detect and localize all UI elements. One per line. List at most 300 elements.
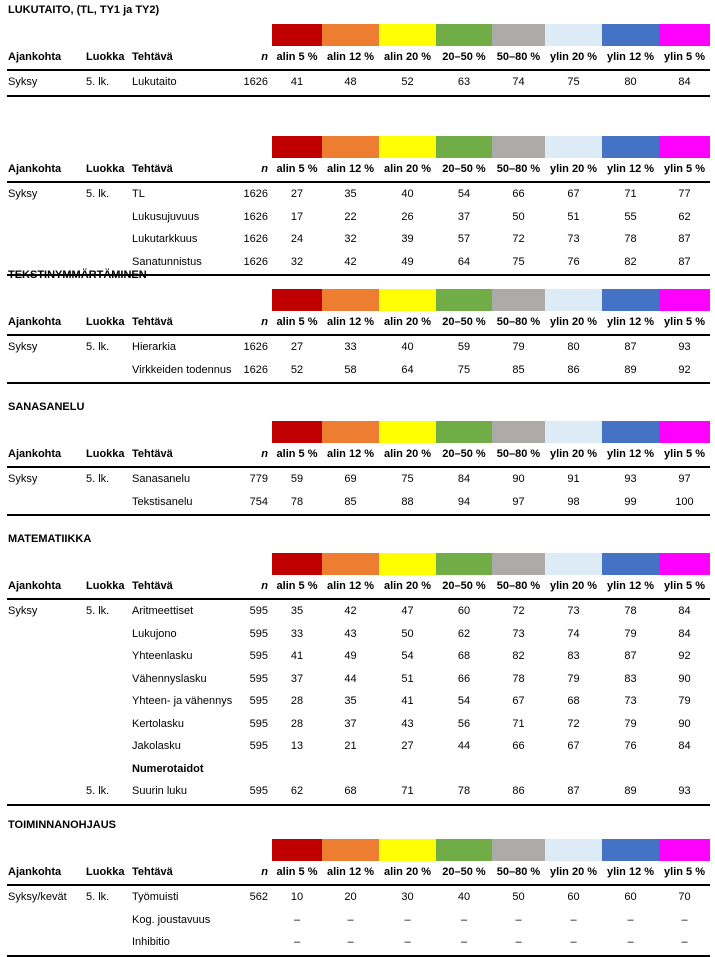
header-band-label: alin 12 % xyxy=(311,158,391,180)
section-table xyxy=(0,116,715,266)
cell-percentile-value: 67 xyxy=(549,735,599,757)
table-header-row xyxy=(0,158,715,180)
cell-percentile-value: 44 xyxy=(326,668,376,690)
cell-percentile-value: 91 xyxy=(549,468,599,490)
color-swatch xyxy=(659,136,710,158)
header-band-label: 20–50 % xyxy=(424,158,504,180)
cell-percentile-value xyxy=(326,758,376,780)
cell-percentile-value: 40 xyxy=(383,336,433,358)
percentile-color-legend xyxy=(0,136,715,158)
cell-percentile-value: 68 xyxy=(326,780,376,802)
cell-percentile-value: 94 xyxy=(439,491,489,513)
header-band-label: 20–50 % xyxy=(424,861,504,883)
header-band-label: alin 20 % xyxy=(368,311,448,333)
cell-percentile-value: 37 xyxy=(326,713,376,735)
cell-percentile-value: – xyxy=(326,931,376,953)
color-swatch xyxy=(602,289,659,311)
color-swatch xyxy=(602,24,659,46)
cell-tehtava: Kog. joustavuus xyxy=(132,909,210,931)
cell-percentile-value: 37 xyxy=(439,206,489,228)
header-band-label: ylin 12 % xyxy=(591,46,671,68)
color-swatch xyxy=(602,421,659,443)
color-swatch xyxy=(492,553,545,575)
cell-percentile-value: 64 xyxy=(439,251,489,273)
cell-tehtava: Yhteen- ja vähennys xyxy=(132,690,232,712)
cell-percentile-value: 82 xyxy=(606,251,656,273)
header-band-label: alin 20 % xyxy=(368,575,448,597)
cell-n: 1626 xyxy=(244,71,268,93)
color-swatch xyxy=(322,136,379,158)
cell-ajankohta: Syksy xyxy=(8,71,37,93)
table-row xyxy=(0,600,715,622)
table-row xyxy=(0,735,715,757)
header-band-label: 50–80 % xyxy=(479,861,559,883)
cell-percentile-value: 62 xyxy=(272,780,322,802)
header-band-label: alin 20 % xyxy=(368,46,448,68)
cell-percentile-value: 27 xyxy=(272,183,322,205)
header-band-label: alin 5 % xyxy=(257,311,337,333)
cell-percentile-value: – xyxy=(660,931,710,953)
cell-percentile-value: 93 xyxy=(660,780,710,802)
cell-percentile-value: 35 xyxy=(326,690,376,712)
cell-percentile-value: 37 xyxy=(272,668,322,690)
header-ajankohta: Ajankohta xyxy=(8,46,61,68)
color-swatch xyxy=(659,24,710,46)
cell-percentile-value: 78 xyxy=(606,228,656,250)
cell-percentile-value xyxy=(272,758,322,780)
cell-percentile-value xyxy=(606,758,656,780)
color-swatch xyxy=(492,839,545,861)
cell-ajankohta: Syksy xyxy=(8,336,37,358)
cell-tehtava: Suurin luku xyxy=(132,780,187,802)
table-row xyxy=(0,71,715,93)
cell-percentile-value: 30 xyxy=(383,886,433,908)
cell-percentile-value: 54 xyxy=(439,183,489,205)
header-n: n xyxy=(261,158,268,180)
header-luokka: Luokka xyxy=(86,443,125,465)
cell-percentile-value: 92 xyxy=(660,645,710,667)
color-swatch xyxy=(322,839,379,861)
header-tehtava: Tehtävä xyxy=(132,443,173,465)
table-row xyxy=(0,886,715,908)
cell-percentile-value: 43 xyxy=(383,713,433,735)
header-n: n xyxy=(261,443,268,465)
cell-n: 1626 xyxy=(244,183,268,205)
cell-percentile-value: 98 xyxy=(549,491,599,513)
cell-percentile-value: 72 xyxy=(494,228,544,250)
color-swatch xyxy=(436,136,492,158)
table-row xyxy=(0,758,715,780)
percentile-color-legend xyxy=(0,421,715,443)
cell-percentile-value: 80 xyxy=(549,336,599,358)
color-swatch xyxy=(436,24,492,46)
cell-ajankohta: Syksy xyxy=(8,183,37,205)
cell-percentile-value xyxy=(660,758,710,780)
cell-percentile-value: 92 xyxy=(660,359,710,381)
section-table xyxy=(0,401,715,506)
table-row xyxy=(0,359,715,381)
cell-percentile-value: 41 xyxy=(383,690,433,712)
header-band-label: ylin 5 % xyxy=(645,443,715,465)
cell-percentile-value: 79 xyxy=(494,336,544,358)
cell-n: 1626 xyxy=(244,336,268,358)
table-row xyxy=(0,713,715,735)
cell-n: 595 xyxy=(250,713,268,735)
cell-tehtava: Jakolasku xyxy=(132,735,181,757)
cell-percentile-value: – xyxy=(494,909,544,931)
cell-percentile-value: 84 xyxy=(660,735,710,757)
color-swatch xyxy=(545,289,602,311)
cell-tehtava: Lukujono xyxy=(132,623,177,645)
cell-percentile-value: 78 xyxy=(606,600,656,622)
cell-percentile-value: – xyxy=(660,909,710,931)
cell-percentile-value: 87 xyxy=(549,780,599,802)
section-table xyxy=(0,819,715,947)
color-swatch xyxy=(492,289,545,311)
table-row xyxy=(0,645,715,667)
header-band-label: alin 20 % xyxy=(368,861,448,883)
cell-percentile-value: – xyxy=(383,909,433,931)
color-swatch xyxy=(545,24,602,46)
header-band-label: ylin 12 % xyxy=(591,158,671,180)
cell-percentile-value: 49 xyxy=(326,645,376,667)
header-band-label: 20–50 % xyxy=(424,443,504,465)
color-swatch xyxy=(545,553,602,575)
cell-percentile-value xyxy=(549,758,599,780)
cell-percentile-value: 40 xyxy=(383,183,433,205)
header-ajankohta: Ajankohta xyxy=(8,861,61,883)
cell-percentile-value: 62 xyxy=(660,206,710,228)
header-band-label: alin 20 % xyxy=(368,443,448,465)
cell-percentile-value: 93 xyxy=(606,468,656,490)
cell-percentile-value: 87 xyxy=(660,228,710,250)
cell-percentile-value: 88 xyxy=(383,491,433,513)
table-header-row xyxy=(0,575,715,597)
table-row xyxy=(0,336,715,358)
header-band-label: 20–50 % xyxy=(424,575,504,597)
color-swatch xyxy=(272,839,322,861)
percentile-color-legend xyxy=(0,24,715,46)
cell-tehtava: Sanatunnistus xyxy=(132,251,202,273)
cell-percentile-value: 51 xyxy=(549,206,599,228)
cell-percentile-value: 54 xyxy=(383,645,433,667)
color-swatch xyxy=(602,136,659,158)
cell-percentile-value: 79 xyxy=(660,690,710,712)
section-title: TOIMINNANOHJAUS xyxy=(8,819,116,831)
cell-percentile-value: 73 xyxy=(606,690,656,712)
cell-percentile-value xyxy=(494,758,544,780)
cell-luokka: 5. lk. xyxy=(86,780,109,802)
color-swatch xyxy=(322,553,379,575)
cell-percentile-value: 86 xyxy=(494,780,544,802)
header-tehtava: Tehtävä xyxy=(132,46,173,68)
color-swatch xyxy=(272,553,322,575)
section-title: TEKSTINYMMÄRTÄMINEN xyxy=(8,269,147,281)
cell-percentile-value: 32 xyxy=(326,228,376,250)
cell-percentile-value: 79 xyxy=(606,713,656,735)
cell-percentile-value: 40 xyxy=(439,886,489,908)
cell-percentile-value: 70 xyxy=(660,886,710,908)
cell-percentile-value: 33 xyxy=(272,623,322,645)
cell-tehtava: Työmuisti xyxy=(132,886,178,908)
cell-n: 754 xyxy=(250,491,268,513)
cell-percentile-value: 76 xyxy=(549,251,599,273)
header-band-label: 20–50 % xyxy=(424,46,504,68)
header-band-label: 20–50 % xyxy=(424,311,504,333)
cell-subheading: Numerotaidot xyxy=(132,758,204,780)
color-swatch xyxy=(379,24,436,46)
cell-percentile-value: 22 xyxy=(326,206,376,228)
color-swatch xyxy=(379,136,436,158)
section-table xyxy=(0,4,715,87)
cell-percentile-value: 43 xyxy=(326,623,376,645)
cell-n: 595 xyxy=(250,735,268,757)
table-header-row xyxy=(0,311,715,333)
cell-percentile-value: 90 xyxy=(660,668,710,690)
cell-tehtava: Kertolasku xyxy=(132,713,184,735)
header-band-label: alin 5 % xyxy=(257,443,337,465)
header-band-label: ylin 20 % xyxy=(534,861,614,883)
color-swatch xyxy=(545,839,602,861)
cell-percentile-value: 71 xyxy=(383,780,433,802)
color-swatch xyxy=(272,24,322,46)
cell-n: 562 xyxy=(250,886,268,908)
header-ajankohta: Ajankohta xyxy=(8,575,61,597)
header-band-label: ylin 12 % xyxy=(591,575,671,597)
header-band-label: 50–80 % xyxy=(479,575,559,597)
cell-percentile-value: – xyxy=(326,909,376,931)
cell-tehtava: Lukusujuvuus xyxy=(132,206,199,228)
color-swatch xyxy=(436,553,492,575)
cell-percentile-value: 69 xyxy=(326,468,376,490)
cell-percentile-value: 78 xyxy=(494,668,544,690)
cell-n: 595 xyxy=(250,623,268,645)
cell-percentile-value: 60 xyxy=(606,886,656,908)
color-swatch xyxy=(272,421,322,443)
cell-percentile-value: 13 xyxy=(272,735,322,757)
cell-percentile-value: 44 xyxy=(439,735,489,757)
color-swatch xyxy=(322,24,379,46)
color-swatch xyxy=(659,553,710,575)
table-row xyxy=(0,206,715,228)
cell-percentile-value: 27 xyxy=(383,735,433,757)
color-swatch xyxy=(602,553,659,575)
color-swatch xyxy=(272,289,322,311)
cell-percentile-value: 78 xyxy=(439,780,489,802)
cell-percentile-value: 84 xyxy=(439,468,489,490)
table-row xyxy=(0,228,715,250)
percentile-color-legend xyxy=(0,289,715,311)
cell-percentile-value: 66 xyxy=(494,183,544,205)
cell-percentile-value: 28 xyxy=(272,690,322,712)
cell-percentile-value: 89 xyxy=(606,780,656,802)
cell-percentile-value: 67 xyxy=(549,183,599,205)
color-swatch xyxy=(379,839,436,861)
cell-percentile-value: 50 xyxy=(494,206,544,228)
cell-percentile-value: 10 xyxy=(272,886,322,908)
header-band-label: alin 5 % xyxy=(257,861,337,883)
cell-percentile-value: 63 xyxy=(439,71,489,93)
cell-percentile-value: 73 xyxy=(494,623,544,645)
cell-percentile-value: 54 xyxy=(439,690,489,712)
table-row xyxy=(0,183,715,205)
cell-percentile-value: 72 xyxy=(494,600,544,622)
color-swatch xyxy=(545,421,602,443)
table-row xyxy=(0,909,715,931)
cell-tehtava: Virkkeiden todennus xyxy=(132,359,231,381)
table-bottom-rule xyxy=(7,955,710,957)
header-tehtava: Tehtävä xyxy=(132,311,173,333)
cell-percentile-value: 90 xyxy=(660,713,710,735)
cell-percentile-value: 90 xyxy=(494,468,544,490)
cell-percentile-value: 76 xyxy=(606,735,656,757)
cell-percentile-value: 17 xyxy=(272,206,322,228)
table-header-row xyxy=(0,46,715,68)
cell-percentile-value: 33 xyxy=(326,336,376,358)
header-band-label: ylin 5 % xyxy=(645,158,715,180)
table-header-row xyxy=(0,443,715,465)
cell-percentile-value: 59 xyxy=(439,336,489,358)
cell-luokka: 5. lk. xyxy=(86,71,109,93)
cell-percentile-value: 64 xyxy=(383,359,433,381)
cell-percentile-value: 97 xyxy=(494,491,544,513)
cell-percentile-value: 62 xyxy=(439,623,489,645)
cell-percentile-value: 26 xyxy=(383,206,433,228)
cell-percentile-value: 67 xyxy=(494,690,544,712)
cell-ajankohta: Syksy xyxy=(8,468,37,490)
cell-luokka: 5. lk. xyxy=(86,600,109,622)
cell-percentile-value: 74 xyxy=(549,623,599,645)
color-swatch xyxy=(379,421,436,443)
cell-percentile-value: 48 xyxy=(326,71,376,93)
cell-n: 1626 xyxy=(244,359,268,381)
cell-percentile-value: 41 xyxy=(272,71,322,93)
cell-percentile-value: 47 xyxy=(383,600,433,622)
cell-ajankohta: Syksy/kevät xyxy=(8,886,67,908)
section-title: SANASANELU xyxy=(8,401,84,413)
cell-percentile-value: 51 xyxy=(383,668,433,690)
cell-percentile-value: 75 xyxy=(439,359,489,381)
table-bottom-rule xyxy=(7,95,710,97)
header-n: n xyxy=(261,861,268,883)
header-band-label: alin 12 % xyxy=(311,311,391,333)
header-band-label: ylin 12 % xyxy=(591,443,671,465)
cell-percentile-value: – xyxy=(549,931,599,953)
cell-percentile-value: 28 xyxy=(272,713,322,735)
cell-percentile-value: 85 xyxy=(326,491,376,513)
cell-percentile-value: 89 xyxy=(606,359,656,381)
header-band-label: alin 12 % xyxy=(311,443,391,465)
cell-percentile-value: 87 xyxy=(606,645,656,667)
section-table xyxy=(0,533,715,796)
cell-percentile-value: 60 xyxy=(549,886,599,908)
section-title: MATEMATIIKKA xyxy=(8,533,91,545)
header-luokka: Luokka xyxy=(86,311,125,333)
cell-percentile-value: 50 xyxy=(494,886,544,908)
cell-percentile-value: – xyxy=(383,931,433,953)
cell-percentile-value: 75 xyxy=(383,468,433,490)
color-swatch xyxy=(659,289,710,311)
header-luokka: Luokka xyxy=(86,46,125,68)
color-swatch xyxy=(659,421,710,443)
color-swatch xyxy=(492,136,545,158)
cell-percentile-value: – xyxy=(606,909,656,931)
cell-percentile-value: 57 xyxy=(439,228,489,250)
cell-percentile-value: 55 xyxy=(606,206,656,228)
table-header-row xyxy=(0,861,715,883)
header-band-label: ylin 12 % xyxy=(591,311,671,333)
cell-percentile-value: 49 xyxy=(383,251,433,273)
cell-n: 1626 xyxy=(244,251,268,273)
table-bottom-rule xyxy=(7,514,710,516)
cell-percentile-value: 27 xyxy=(272,336,322,358)
cell-percentile-value: 66 xyxy=(494,735,544,757)
cell-percentile-value: – xyxy=(272,909,322,931)
cell-n: 595 xyxy=(250,600,268,622)
header-band-label: alin 5 % xyxy=(257,575,337,597)
cell-percentile-value: 68 xyxy=(439,645,489,667)
header-ajankohta: Ajankohta xyxy=(8,311,61,333)
cell-percentile-value: 39 xyxy=(383,228,433,250)
color-swatch xyxy=(545,136,602,158)
header-band-label: alin 12 % xyxy=(311,46,391,68)
cell-percentile-value: – xyxy=(439,909,489,931)
cell-percentile-value: 24 xyxy=(272,228,322,250)
cell-percentile-value: 71 xyxy=(494,713,544,735)
table-row xyxy=(0,491,715,513)
header-band-label: 50–80 % xyxy=(479,46,559,68)
cell-percentile-value: 66 xyxy=(439,668,489,690)
cell-luokka: 5. lk. xyxy=(86,336,109,358)
cell-percentile-value: 87 xyxy=(606,336,656,358)
header-band-label: alin 5 % xyxy=(257,46,337,68)
header-band-label: alin 20 % xyxy=(368,158,448,180)
header-band-label: ylin 5 % xyxy=(645,575,715,597)
header-band-label: ylin 20 % xyxy=(534,575,614,597)
cell-tehtava: Yhteenlasku xyxy=(132,645,193,667)
cell-percentile-value: 84 xyxy=(660,600,710,622)
cell-percentile-value xyxy=(439,758,489,780)
cell-percentile-value: – xyxy=(494,931,544,953)
header-band-label: ylin 20 % xyxy=(534,443,614,465)
header-luokka: Luokka xyxy=(86,861,125,883)
cell-percentile-value: 82 xyxy=(494,645,544,667)
cell-ajankohta: Syksy xyxy=(8,600,37,622)
cell-tehtava: Lukutaito xyxy=(132,71,177,93)
cell-n: 595 xyxy=(250,645,268,667)
cell-percentile-value: 59 xyxy=(272,468,322,490)
color-swatch xyxy=(492,24,545,46)
color-swatch xyxy=(379,289,436,311)
section-title: LUKUTAITO, (TL, TY1 ja TY2) xyxy=(8,4,159,16)
cell-percentile-value: 52 xyxy=(272,359,322,381)
table-row xyxy=(0,468,715,490)
cell-percentile-value: 52 xyxy=(383,71,433,93)
cell-percentile-value xyxy=(383,758,433,780)
cell-percentile-value: 84 xyxy=(660,71,710,93)
color-swatch xyxy=(602,839,659,861)
cell-percentile-value: 41 xyxy=(272,645,322,667)
cell-tehtava: Lukutarkkuus xyxy=(132,228,197,250)
color-swatch xyxy=(272,136,322,158)
cell-luokka: 5. lk. xyxy=(86,468,109,490)
cell-tehtava: Vähennyslasku xyxy=(132,668,207,690)
cell-percentile-value: 93 xyxy=(660,336,710,358)
cell-percentile-value: – xyxy=(606,931,656,953)
table-row xyxy=(0,931,715,953)
header-band-label: ylin 5 % xyxy=(645,311,715,333)
cell-percentile-value: 35 xyxy=(326,183,376,205)
